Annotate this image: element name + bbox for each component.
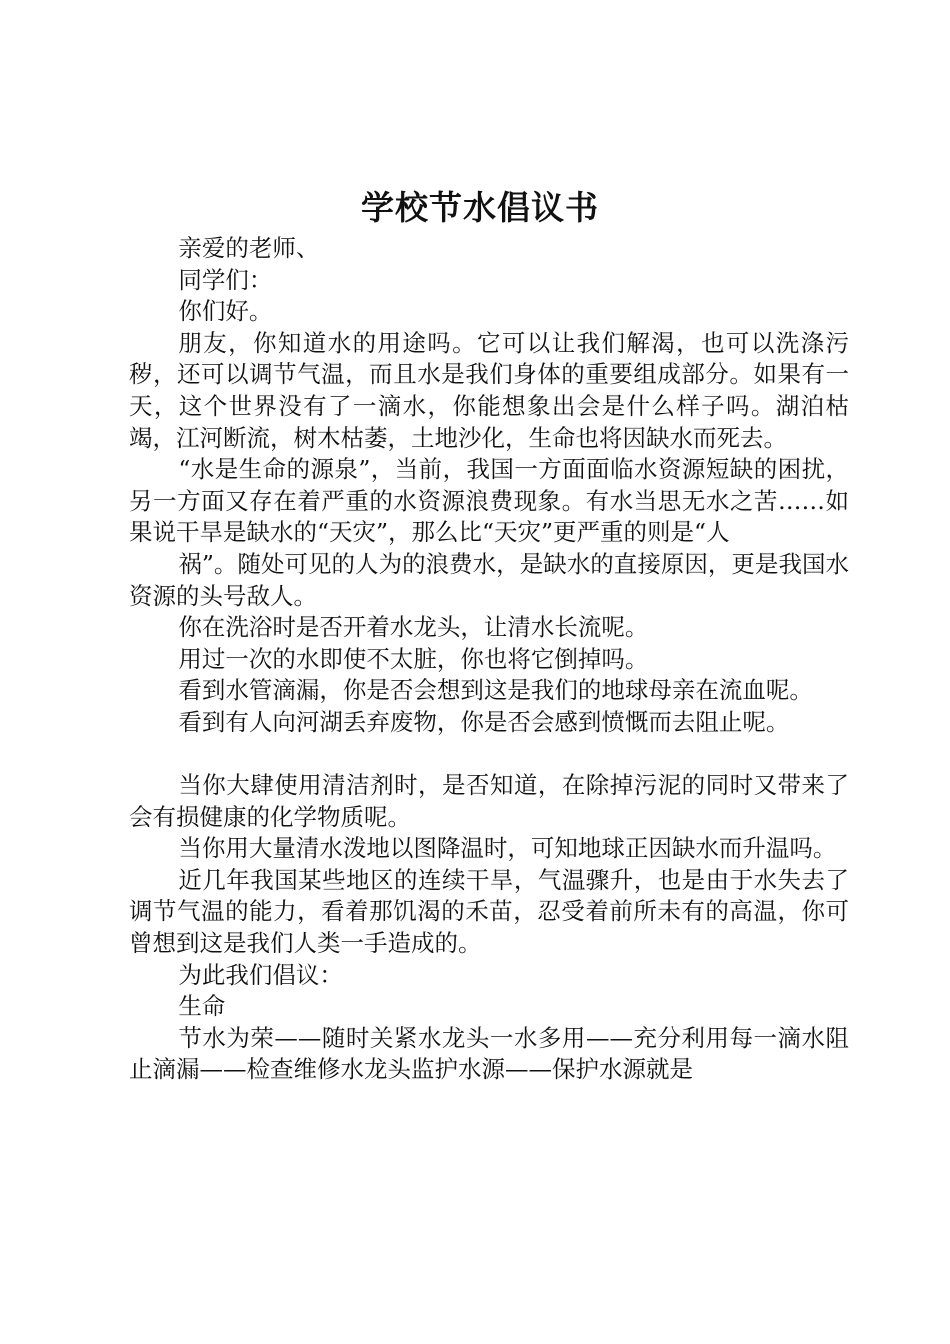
salutation-line-1: 亲爱的老师、 [178,234,320,262]
proposal-items: 节水为荣——随时关紧水龙头一水多用——充分利用每一滴水阻止滴漏——检查维修水龙头监护水源——保护水源就是 [129,1023,849,1084]
greeting: 你们好。 [178,297,273,326]
proposal-heading: 为此我们倡议： [178,960,343,989]
paragraph-drought: 近几年我国某些地区的连续干旱，气温骤升，也是由于水失去了调节气温的能力，看着那饥渴的禾苗，忍受着前所未有的高温，你可曾想到这是我们人类一手造成的。 [129,865,849,958]
question-splashing-water: 当你用大量清水泼地以图降温时，可知地球正因缺水而升温吗。 [178,834,837,863]
question-detergent: 当你大肆使用清洁剂时，是否知道，在除掉污泥的同时又带来了会有损健康的化学物质呢。 [129,771,849,831]
paragraph-human-disaster: 祸”。随处可见的人为的浪费水，是缺水的直接原因，更是我国水资源的头号敌人。 [129,549,849,610]
proposal-line-life: 生命 [178,992,226,1021]
paragraph-water-source: “水是生命的源泉”，当前，我国一方面面临水资源短缺的困扰，另一方面又存在着严重的水资源浪费现象。有水当思无水之苦……如果说干旱是缺水的“天灾”，那么比“天灾”更严重的则是“人 [129,455,849,547]
question-leaking-pipe: 看到水管滴漏，你是否会想到这是我们的地球母亲在流血呢。 [178,676,813,705]
question-dumping-waste: 看到有人向河湖丢弃废物，你是否会感到愤慨而去阻止呢。 [178,707,790,736]
blank-line [129,739,849,771]
document-title: 学校节水倡议书 [361,188,599,227]
document-body [129,233,849,1086]
question-bathing: 你在洗浴时是否开着水龙头，让清水长流呢。 [178,613,649,642]
paragraph-intro: 朋友，你知道水的用途吗。它可以让我们解渴，也可以洗涤污秽，还可以调节气温，而且水是我们身体的重要组成部分。如果有一天，这个世界没有了一滴水，你能想象出会是什么样子吗。湖泊枯竭，江河断流，树木枯萎，土地沙化，生命也将因缺水而死去。 [129,328,849,452]
question-used-water: 用过一次的水即使不太脏，你也将它倒掉吗。 [178,644,649,673]
salutation-line-2: 同学们： [178,265,273,294]
